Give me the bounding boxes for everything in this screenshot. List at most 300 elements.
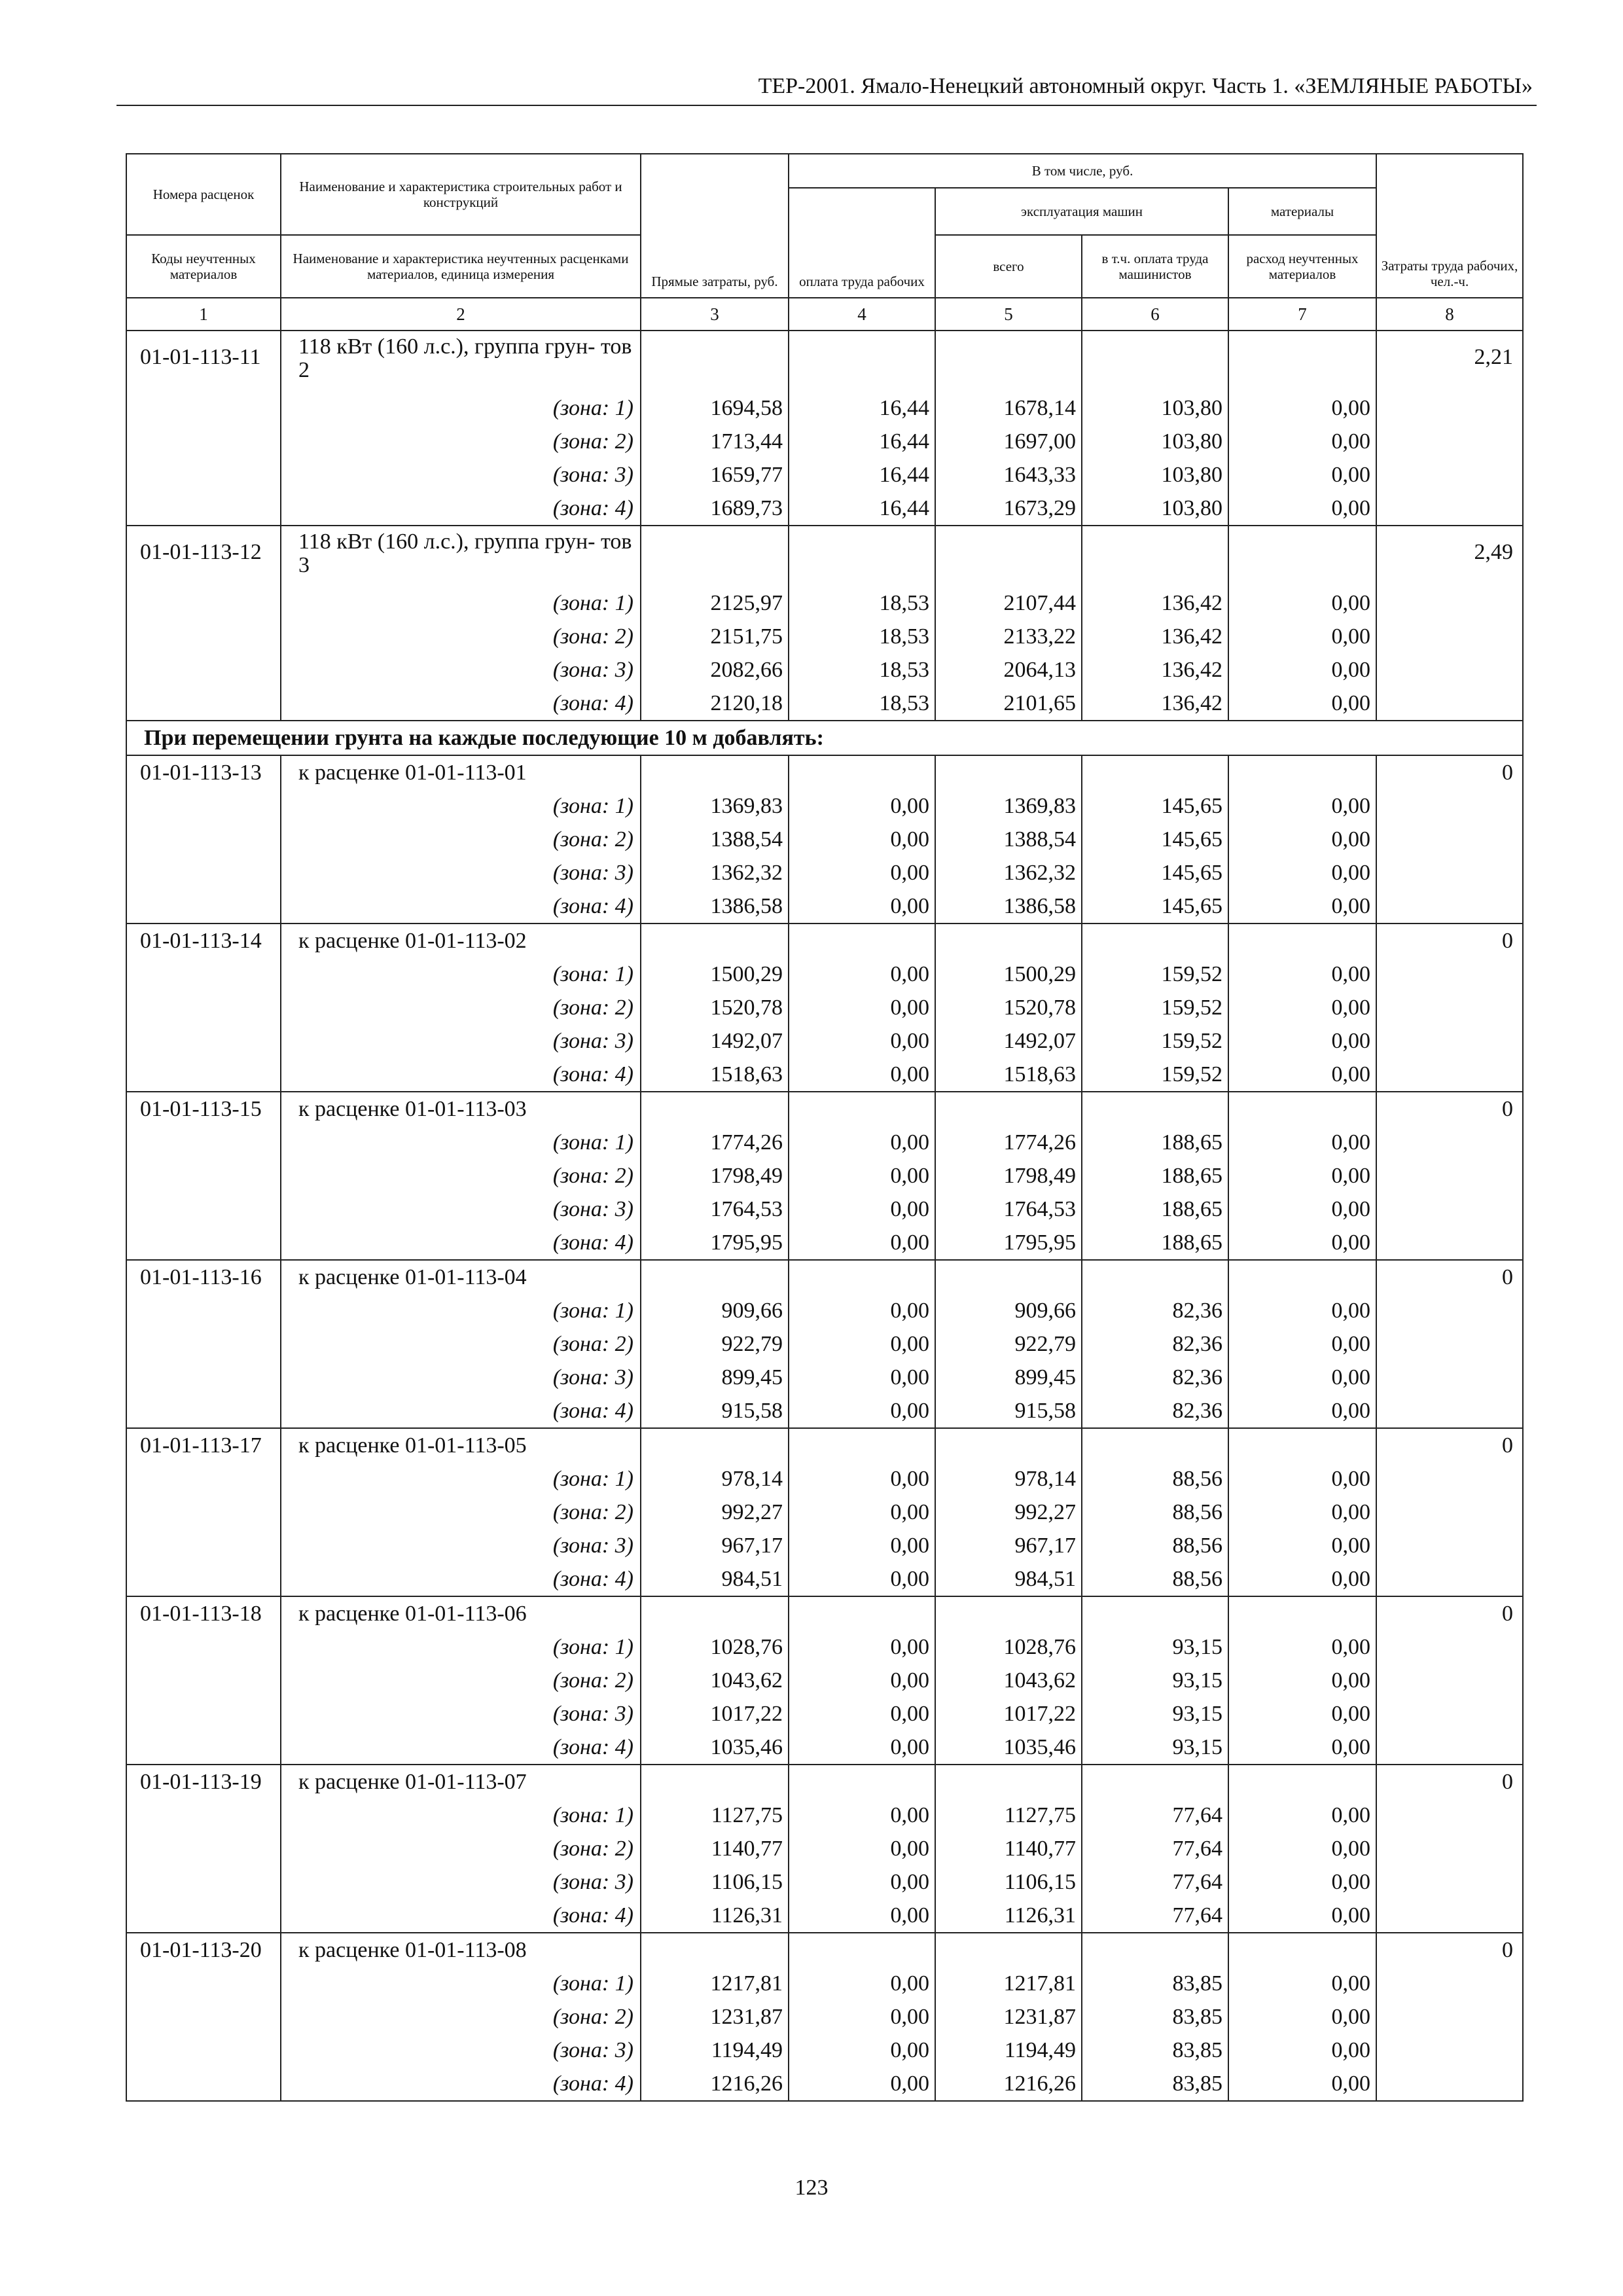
rate-row [126,1428,1523,1462]
empty-cell [126,889,281,924]
direct-cost: 1520,78 [641,991,789,1024]
empty-cell [935,1092,1082,1126]
materials: 0,00 [1228,1865,1376,1899]
empty-cell [126,391,281,425]
machinist-pay: 93,15 [1082,1731,1228,1765]
zone-label: (зона: 1) [281,586,641,620]
materials: 0,00 [1228,1731,1376,1765]
materials: 0,00 [1228,991,1376,1024]
header-cell-machines-total: всего [935,235,1082,298]
zone-row [126,1193,1523,1226]
machinist-pay: 88,56 [1082,1562,1228,1596]
direct-cost: 1127,75 [641,1799,789,1832]
empty-cell [126,1394,281,1428]
empty-cell [126,1193,281,1226]
materials: 0,00 [1228,1697,1376,1731]
rate-row [126,1260,1523,1294]
machinist-pay: 145,65 [1082,889,1228,924]
empty-cell [1376,653,1523,687]
empty-cell [935,1933,1082,1967]
worker-pay: 0,00 [789,2000,935,2034]
worker-pay: 0,00 [789,1462,935,1496]
machines-total: 1017,22 [935,1697,1082,1731]
zone-row [126,1865,1523,1899]
empty-cell [1376,2034,1523,2067]
worker-pay: 0,00 [789,1159,935,1193]
empty-cell [1376,1799,1523,1832]
machines-total: 1492,07 [935,1024,1082,1058]
machinist-pay: 77,64 [1082,1899,1228,1933]
machines-total: 1518,63 [935,1058,1082,1092]
empty-cell [789,1765,935,1799]
rate-name: к расценке 01-01-113-08 [281,1933,641,1967]
machines-total: 1386,58 [935,889,1082,924]
empty-cell [126,1058,281,1092]
zone-label: (зона: 1) [281,1462,641,1496]
worker-pay: 0,00 [789,889,935,924]
empty-cell [1376,958,1523,991]
worker-pay: 0,00 [789,1664,935,1697]
empty-cell [935,331,1082,391]
zone-row [126,687,1523,721]
worker-pay: 0,00 [789,789,935,823]
labor-cost: 0 [1376,924,1523,958]
empty-cell [1376,586,1523,620]
empty-cell [126,991,281,1024]
rate-row [126,924,1523,958]
table-body [126,331,1523,2101]
header-cell-materials: материалы [1228,188,1376,235]
empty-cell [935,1260,1082,1294]
column-number: 2 [281,298,641,331]
machines-total: 2101,65 [935,687,1082,721]
rate-row [126,1092,1523,1126]
materials: 0,00 [1228,856,1376,889]
direct-cost: 1713,44 [641,425,789,458]
rate-name: 118 кВт (160 л.с.), группа грун- тов 3 [281,526,641,586]
empty-cell [1376,2000,1523,2034]
empty-cell [1376,1462,1523,1496]
empty-cell [126,2034,281,2067]
zone-label: (зона: 3) [281,1024,641,1058]
zone-label: (зона: 1) [281,1630,641,1664]
direct-cost: 1764,53 [641,1193,789,1226]
empty-cell [126,1529,281,1562]
zone-row [126,1731,1523,1765]
empty-cell [1228,1596,1376,1630]
empty-cell [126,620,281,653]
empty-cell [1376,1832,1523,1865]
column-number: 7 [1228,298,1376,331]
rate-name: к расценке 01-01-113-02 [281,924,641,958]
machinist-pay: 103,80 [1082,391,1228,425]
zone-row [126,991,1523,1024]
machines-total: 1774,26 [935,1126,1082,1159]
materials: 0,00 [1228,1394,1376,1428]
empty-cell [1376,1731,1523,1765]
machines-total: 1043,62 [935,1664,1082,1697]
materials: 0,00 [1228,687,1376,721]
direct-cost: 1798,49 [641,1159,789,1193]
column-number: 8 [1376,298,1523,331]
empty-cell [126,1126,281,1159]
materials: 0,00 [1228,1799,1376,1832]
empty-cell [641,924,789,958]
direct-cost: 2082,66 [641,653,789,687]
empty-cell [126,823,281,856]
zone-row [126,1226,1523,1260]
machinist-pay: 77,64 [1082,1799,1228,1832]
direct-cost: 922,79 [641,1327,789,1361]
zone-row [126,620,1523,653]
machinist-pay: 82,36 [1082,1327,1228,1361]
zone-row [126,1799,1523,1832]
worker-pay: 0,00 [789,1024,935,1058]
labor-cost: 0 [1376,1260,1523,1294]
worker-pay: 0,00 [789,1496,935,1529]
machinist-pay: 103,80 [1082,458,1228,492]
machines-total: 1140,77 [935,1832,1082,1865]
empty-cell [1376,1967,1523,2000]
section-row [126,721,1523,755]
empty-cell [1376,856,1523,889]
empty-cell [1376,823,1523,856]
worker-pay: 18,53 [789,586,935,620]
empty-cell [1228,1765,1376,1799]
machinist-pay: 77,64 [1082,1865,1228,1899]
zone-label: (зона: 3) [281,2034,641,2067]
empty-cell [1082,1933,1228,1967]
worker-pay: 0,00 [789,1294,935,1327]
machinist-pay: 188,65 [1082,1126,1228,1159]
direct-cost: 1043,62 [641,1664,789,1697]
worker-pay: 18,53 [789,653,935,687]
zone-row [126,1394,1523,1428]
materials: 0,00 [1228,1226,1376,1260]
direct-cost: 1362,32 [641,856,789,889]
empty-cell [1376,620,1523,653]
machines-total: 1388,54 [935,823,1082,856]
machinist-pay: 136,42 [1082,687,1228,721]
empty-cell [641,526,789,586]
zone-label: (зона: 3) [281,1193,641,1226]
machinist-pay: 136,42 [1082,653,1228,687]
worker-pay: 0,00 [789,1226,935,1260]
materials: 0,00 [1228,958,1376,991]
empty-cell [935,1765,1082,1799]
empty-cell [1376,391,1523,425]
zone-label: (зона: 4) [281,1562,641,1596]
materials: 0,00 [1228,2034,1376,2067]
empty-cell [1376,789,1523,823]
rate-code: 01-01-113-11 [126,331,281,391]
direct-cost: 978,14 [641,1462,789,1496]
empty-cell [126,653,281,687]
materials: 0,00 [1228,1529,1376,1562]
zone-label: (зона: 2) [281,1159,641,1193]
zone-label: (зона: 2) [281,2000,641,2034]
direct-cost: 1140,77 [641,1832,789,1865]
materials: 0,00 [1228,1361,1376,1394]
labor-cost: 0 [1376,1765,1523,1799]
empty-cell [789,1428,935,1462]
rate-name: к расценке 01-01-113-05 [281,1428,641,1462]
empty-cell [641,331,789,391]
rate-name: к расценке 01-01-113-03 [281,1092,641,1126]
machines-total: 1643,33 [935,458,1082,492]
machines-total: 1795,95 [935,1226,1082,1260]
materials: 0,00 [1228,2067,1376,2101]
worker-pay: 0,00 [789,1731,935,1765]
rate-code: 01-01-113-16 [126,1260,281,1294]
direct-cost: 1386,58 [641,889,789,924]
zone-label: (зона: 3) [281,1697,641,1731]
zone-row [126,1159,1523,1193]
direct-cost: 1689,73 [641,492,789,526]
table-header [126,154,1523,331]
machines-total: 1106,15 [935,1865,1082,1899]
rate-row [126,1933,1523,1967]
empty-cell [1082,1765,1228,1799]
zone-label: (зона: 4) [281,1394,641,1428]
zone-row [126,2000,1523,2034]
machines-total: 1194,49 [935,2034,1082,2067]
machinist-pay: 83,85 [1082,2000,1228,2034]
header-rule [116,105,1537,106]
worker-pay: 0,00 [789,1697,935,1731]
empty-cell [1082,331,1228,391]
rate-code: 01-01-113-14 [126,924,281,958]
zone-row [126,391,1523,425]
rate-name: к расценке 01-01-113-04 [281,1260,641,1294]
column-number: 5 [935,298,1082,331]
machinist-pay: 159,52 [1082,1024,1228,1058]
empty-cell [641,1260,789,1294]
empty-cell [126,1294,281,1327]
materials: 0,00 [1228,789,1376,823]
zone-row [126,889,1523,924]
empty-cell [1376,1899,1523,1933]
header-cell-material-names: Наименование и характеристика неучтенных расценками материалов, единица измерения [281,235,641,298]
worker-pay: 0,00 [789,1529,935,1562]
empty-cell [789,526,935,586]
materials: 0,00 [1228,1193,1376,1226]
worker-pay: 0,00 [789,991,935,1024]
empty-cell [1376,1697,1523,1731]
worker-pay: 0,00 [789,856,935,889]
machinist-pay: 82,36 [1082,1394,1228,1428]
direct-cost: 1035,46 [641,1731,789,1765]
machinist-pay: 103,80 [1082,425,1228,458]
worker-pay: 18,53 [789,620,935,653]
direct-cost: 1231,87 [641,2000,789,2034]
machines-total: 1362,32 [935,856,1082,889]
worker-pay: 0,00 [789,1327,935,1361]
empty-cell [1376,991,1523,1024]
zone-row [126,586,1523,620]
worker-pay: 0,00 [789,1394,935,1428]
machines-total: 1035,46 [935,1731,1082,1765]
machines-total: 922,79 [935,1327,1082,1361]
empty-cell [1376,687,1523,721]
worker-pay: 0,00 [789,1361,935,1394]
empty-cell [935,755,1082,789]
worker-pay: 0,00 [789,1899,935,1933]
empty-cell [126,1697,281,1731]
empty-cell [1376,1226,1523,1260]
empty-cell [789,924,935,958]
empty-cell [126,1865,281,1899]
empty-cell [789,1092,935,1126]
empty-cell [126,958,281,991]
empty-cell [641,1765,789,1799]
zone-label: (зона: 4) [281,1899,641,1933]
direct-cost: 967,17 [641,1529,789,1562]
machines-total: 992,27 [935,1496,1082,1529]
zone-label: (зона: 4) [281,1731,641,1765]
empty-cell [126,492,281,526]
machines-total: 967,17 [935,1529,1082,1562]
direct-cost: 1795,95 [641,1226,789,1260]
empty-cell [126,687,281,721]
rate-row [126,331,1523,391]
zone-row [126,1024,1523,1058]
materials: 0,00 [1228,1899,1376,1933]
machinist-pay: 82,36 [1082,1361,1228,1394]
zone-label: (зона: 2) [281,991,641,1024]
zone-row [126,2067,1523,2101]
empty-cell [126,1967,281,2000]
zone-row [126,1562,1523,1596]
rate-code: 01-01-113-18 [126,1596,281,1630]
column-number: 1 [126,298,281,331]
zone-label: (зона: 2) [281,425,641,458]
materials: 0,00 [1228,653,1376,687]
empty-cell [1376,1058,1523,1092]
direct-cost: 909,66 [641,1294,789,1327]
zone-label: (зона: 1) [281,958,641,991]
empty-cell [126,586,281,620]
machinist-pay: 88,56 [1082,1496,1228,1529]
worker-pay: 0,00 [789,1865,935,1899]
empty-cell [1228,1092,1376,1126]
zone-row [126,789,1523,823]
header-cell-material-usage: расход неучтенных материалов [1228,235,1376,298]
zone-label: (зона: 4) [281,1058,641,1092]
materials: 0,00 [1228,1832,1376,1865]
empty-cell [1082,755,1228,789]
rate-code: 01-01-113-13 [126,755,281,789]
header-cell-worker-pay: оплата труда рабочих [789,188,935,298]
empty-cell [126,1832,281,1865]
empty-cell [935,1428,1082,1462]
empty-cell [1082,1092,1228,1126]
empty-cell [1082,1260,1228,1294]
direct-cost: 1216,26 [641,2067,789,2101]
direct-cost: 899,45 [641,1361,789,1394]
materials: 0,00 [1228,1967,1376,2000]
zone-label: (зона: 4) [281,1226,641,1260]
labor-cost: 0 [1376,1428,1523,1462]
empty-cell [1376,1126,1523,1159]
zone-row [126,1126,1523,1159]
empty-cell [126,1496,281,1529]
machines-total: 2107,44 [935,586,1082,620]
machines-total: 1217,81 [935,1967,1082,2000]
zone-label: (зона: 1) [281,1799,641,1832]
rate-name: к расценке 01-01-113-01 [281,755,641,789]
zone-row [126,1361,1523,1394]
empty-cell [126,1226,281,1260]
materials: 0,00 [1228,1562,1376,1596]
materials: 0,00 [1228,1126,1376,1159]
worker-pay: 0,00 [789,1630,935,1664]
direct-cost: 1388,54 [641,823,789,856]
direct-cost: 1659,77 [641,458,789,492]
rate-code: 01-01-113-12 [126,526,281,586]
machines-total: 984,51 [935,1562,1082,1596]
zone-row [126,823,1523,856]
zone-label: (зона: 1) [281,1294,641,1327]
zone-label: (зона: 3) [281,1361,641,1394]
worker-pay: 0,00 [789,1562,935,1596]
worker-pay: 0,00 [789,823,935,856]
zone-label: (зона: 2) [281,1664,641,1697]
machines-total: 1697,00 [935,425,1082,458]
machinist-pay: 188,65 [1082,1193,1228,1226]
zone-row [126,1327,1523,1361]
machines-total: 1028,76 [935,1630,1082,1664]
machines-total: 1231,87 [935,2000,1082,2034]
direct-cost: 984,51 [641,1562,789,1596]
empty-cell [1228,924,1376,958]
empty-cell [1228,1933,1376,1967]
direct-cost: 1518,63 [641,1058,789,1092]
machinist-pay: 188,65 [1082,1226,1228,1260]
empty-cell [126,856,281,889]
zone-label: (зона: 2) [281,1496,641,1529]
empty-cell [1376,1327,1523,1361]
empty-cell [789,1596,935,1630]
zone-label: (зона: 4) [281,492,641,526]
empty-cell [1376,1496,1523,1529]
direct-cost: 1500,29 [641,958,789,991]
machinist-pay: 103,80 [1082,492,1228,526]
materials: 0,00 [1228,889,1376,924]
zone-row [126,1697,1523,1731]
machinist-pay: 77,64 [1082,1832,1228,1865]
machines-total: 2064,13 [935,653,1082,687]
machines-total: 1127,75 [935,1799,1082,1832]
zone-label: (зона: 3) [281,856,641,889]
machinist-pay: 159,52 [1082,1058,1228,1092]
materials: 0,00 [1228,492,1376,526]
direct-cost: 1126,31 [641,1899,789,1933]
header-cell-direct-costs: Прямые затраты, руб. [641,154,789,298]
machines-total: 1678,14 [935,391,1082,425]
empty-cell [1376,492,1523,526]
zone-label: (зона: 1) [281,391,641,425]
empty-cell [789,755,935,789]
materials: 0,00 [1228,1327,1376,1361]
machines-total: 1764,53 [935,1193,1082,1226]
empty-cell [1376,1394,1523,1428]
zone-label: (зона: 3) [281,1529,641,1562]
rate-row [126,1596,1523,1630]
worker-pay: 0,00 [789,1832,935,1865]
empty-cell [641,1428,789,1462]
empty-cell [126,425,281,458]
